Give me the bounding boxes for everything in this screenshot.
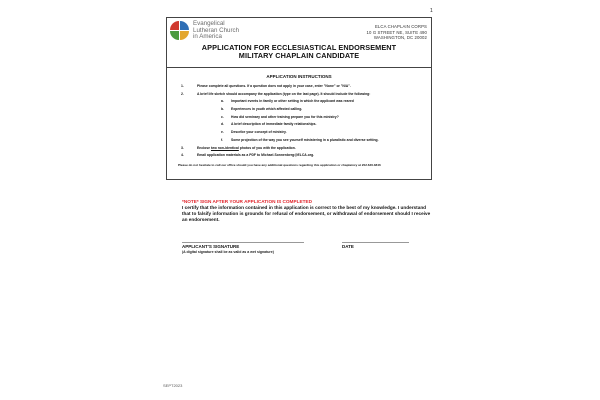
office-address: ELCA CHAPLAIN CORPS 10 G STREET NE, SUITE 490 WASHINGTON, DC 20002 — [366, 24, 427, 40]
contact-note: Please do not hesitate to call our office should you have any additional questions regarding this application or chaplaincy at 202.626.3846 — [178, 163, 381, 167]
instruction-subitem: c. How did seminary and other training prepare you for this ministry? — [221, 114, 339, 119]
certification-text: I certify that the information contained in this application is correct to the best of my knowledge. I understand that to falsify information is grounds for refusal of endorsement, or withdrawal of endorsement should I receive an endorsement. — [182, 205, 431, 223]
instruction-subitem: a. Important events in family or other setting in which the applicant was reared — [221, 99, 354, 104]
instruction-subitem: b. Experiences in youth which affected calling. — [221, 107, 303, 112]
applicant-signature-label: APPLICANT'S SIGNATURE — [182, 244, 240, 249]
logo-wordmark: Evangelical Lutheran Church in America — [193, 20, 240, 41]
instruction-subitem: e. Describe your concept of ministry. — [221, 130, 287, 135]
document-title: APPLICATION FOR ECCLESIASTICAL ENDORSEMENT MILITARY CHAPLAIN CANDIDATE — [201, 43, 397, 61]
instruction-subitem: f. Some projection of the way you see yourself ministering in a pluralistic and diverse setting. — [221, 137, 379, 142]
instruction-subitem: d. A brief description of immediate family relationships. — [221, 122, 317, 127]
date-label: DATE — [342, 244, 354, 249]
page-number: 1 — [430, 8, 433, 14]
signature-note: (A digital signature shall be as valid as a wet signature) — [182, 250, 274, 254]
elca-cross-icon — [170, 21, 190, 41]
date-field[interactable] — [342, 242, 409, 243]
revision-code: SEPT2023 — [163, 383, 183, 388]
instruction-item: 1. Please complete all questions. If a question does not apply in your case, enter "None" or "N/A". — [181, 84, 351, 88]
instructions-section — [167, 69, 431, 161]
certification-section — [182, 199, 432, 223]
letterhead — [167, 18, 431, 68]
instruction-item: 3. Enclose two non-identical photos of you with the application. — [181, 145, 296, 150]
instruction-item: 4. Email application materials as a PDF to Michael.Sonnenberg@ELCA.org. — [181, 153, 315, 158]
underlined-emphasis: two non-identical — [210, 145, 239, 150]
instructions-heading: APPLICATION INSTRUCTIONS — [266, 74, 332, 79]
instruction-item: 2. A brief life sketch should accompany the application (type on the last page). It should include the following: — [181, 91, 371, 96]
sign-after-note: *NOTE* SIGN AFTER YOUR APPLICATION IS COMPLETED — [182, 199, 312, 204]
elca-logo — [170, 21, 239, 41]
application-box — [166, 17, 432, 180]
applicant-signature-field[interactable] — [182, 242, 304, 243]
